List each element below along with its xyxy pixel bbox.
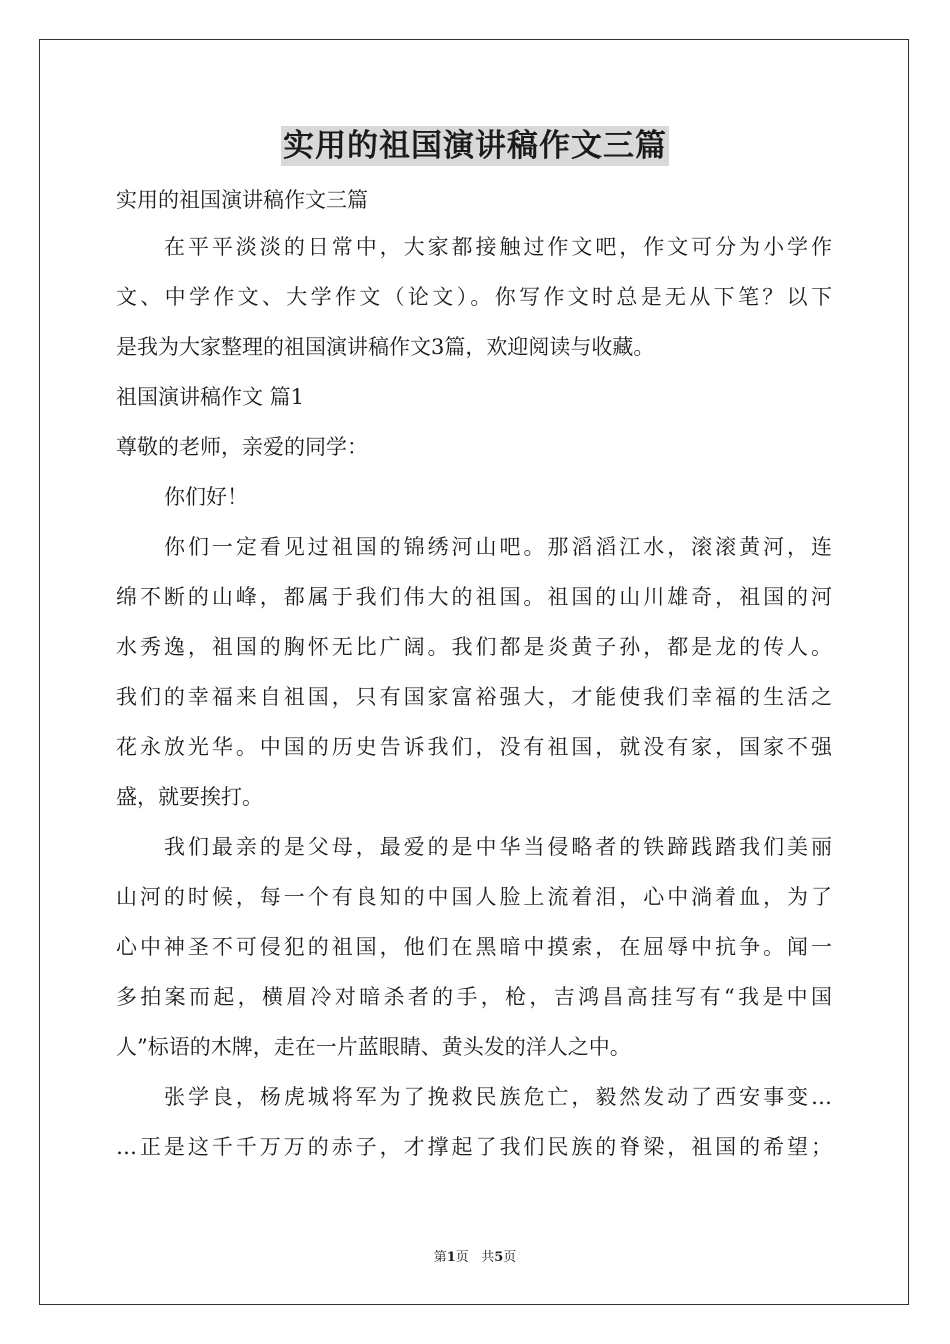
document-title: 实用的祖国演讲稿作文三篇 [283,128,667,164]
page-footer [0,1246,950,1265]
intro-line: 在平平淡淡的日常中，大家都接触过作文吧，作文可分为小学作 [164,235,832,259]
paragraph-line: 花永放光华。中国的历史告诉我们，没有祖国，就没有家，国家不强 [116,735,832,759]
page-label-prefix: 第 [433,1250,447,1265]
paragraph-line: 多拍案而起，横眉冷对暗杀者的手，枪，吉鸿昌高挂写有“我是中国 [116,985,832,1009]
paragraph-line: 人”标语的木牌，走在一片蓝眼睛、黄头发的洋人之中。 [116,1035,631,1059]
paragraph-line: 我们的幸福来自祖国，只有国家富裕强大，才能使我们幸福的生活之 [116,685,832,709]
paragraph-line: 水秀逸，祖国的胸怀无比广阔。我们都是炎黄子孙，都是龙的传人。 [116,635,832,659]
greeting: 你们好！ [164,485,248,509]
paragraph-line: 张学良，杨虎城将军为了挽救民族危亡，毅然发动了西安事变… [164,1085,832,1109]
paragraph-line: 绵不断的山峰，都属于我们伟大的祖国。祖国的山川雄奇，祖国的河 [116,585,832,609]
page-total: 5 [494,1250,504,1265]
section-heading: 祖国演讲稿作文 篇1 [116,385,305,409]
document-body [116,178,832,1172]
paragraph-line: 心中神圣不可侵犯的祖国，他们在黑暗中摸索，在屈辱中抗争。闻一 [116,935,832,959]
page-label-suffix: 页 [455,1250,469,1265]
paragraph-line: 我们最亲的是父母，最爱的是中华当侵略者的铁蹄践踏我们美丽 [164,835,832,859]
intro-line: 文、中学作文、大学作文（论文）。你写作文时总是无从下笔？以下 [116,285,832,309]
title-container [0,126,950,166]
total-label-prefix: 共 [481,1250,495,1265]
page-current: 1 [446,1250,456,1265]
paragraph-line: …正是这千千万万的赤子，才撑起了我们民族的脊梁，祖国的希望； [116,1135,832,1159]
document-subtitle: 实用的祖国演讲稿作文三篇 [116,188,368,212]
salutation: 尊敬的老师，亲爱的同学： [116,435,368,459]
paragraph-line: 你们一定看见过祖国的锦绣河山吧。那滔滔江水，滚滚黄河，连 [164,535,832,559]
total-label-suffix: 页 [503,1250,517,1265]
paragraph-line: 盛，就要挨打。 [116,785,263,809]
intro-line: 是我为大家整理的祖国演讲稿作文3篇，欢迎阅读与收藏。 [116,335,655,359]
paragraph-line: 山河的时候，每一个有良知的中国人脸上流着泪，心中淌着血，为了 [116,885,832,909]
